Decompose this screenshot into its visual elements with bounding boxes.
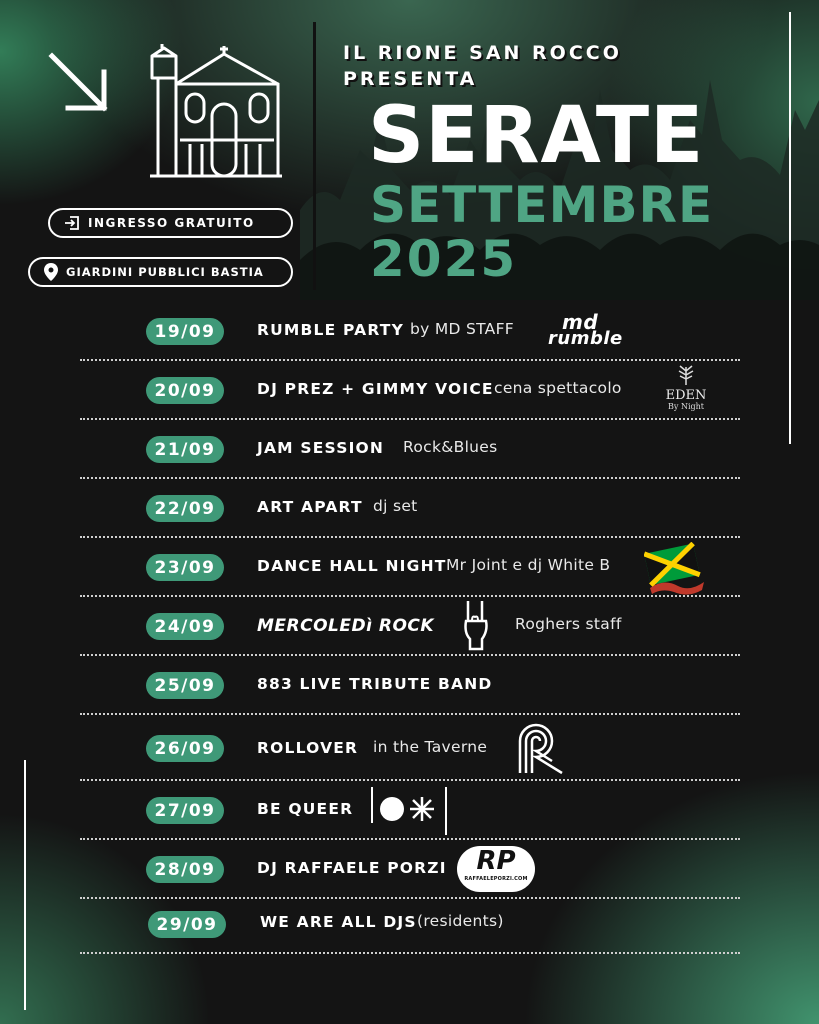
event-subtitle: dj set: [373, 497, 418, 515]
frame-line-right: [789, 12, 791, 444]
event-subtitle: in the Taverne: [373, 738, 488, 756]
rock-hand-icon: [460, 599, 490, 651]
event-name: DANCE HALL NIGHT: [257, 557, 447, 575]
eden-by-night-logo: EDEN By Night: [656, 363, 716, 419]
event-date: 27/09: [146, 797, 224, 824]
event-name: DJ RAFFAELE PORZI: [257, 859, 447, 877]
location-badge: [28, 257, 293, 287]
event-subtitle: by MD STAFF: [410, 320, 515, 338]
event-row: [80, 781, 740, 840]
event-name: MERCOLEDì ROCK: [257, 616, 435, 636]
event-date: 26/09: [146, 735, 224, 762]
event-name: DJ PREZ + GIMMY VOICE: [257, 380, 494, 398]
event-row: [80, 361, 740, 420]
event-date: 24/09: [146, 613, 224, 640]
md-rumble-logo: md rumble: [548, 310, 623, 349]
rp-logo: RP RAFFAELEPORZI.COM: [457, 846, 535, 892]
event-date: 19/09: [146, 318, 224, 345]
events-list: [80, 302, 740, 958]
event-date: 25/09: [146, 672, 224, 699]
event-row: [80, 420, 740, 479]
be-queer-logo: [370, 783, 450, 837]
leaf-icon: [676, 363, 696, 385]
event-subtitle: cena spettacolo: [494, 379, 622, 397]
event-name: ROLLOVER: [257, 739, 359, 757]
event-subtitle: Mr Joint e dj White B: [446, 556, 611, 574]
presenter-line1: IL RIONE SAN ROCCO: [343, 42, 622, 64]
divider-vertical-header: [313, 22, 316, 290]
event-name: ART APART: [257, 498, 363, 516]
page-title: SERATE: [368, 91, 705, 181]
event-row: [80, 597, 740, 656]
event-row: [80, 715, 740, 781]
event-name: JAM SESSION: [257, 439, 385, 457]
entry-badge: [48, 208, 293, 238]
event-name: 883 LIVE TRIBUTE BAND: [257, 675, 493, 693]
list-bottom-divider: [80, 952, 740, 954]
title-year: 2025: [370, 230, 518, 288]
event-date: 23/09: [146, 554, 224, 581]
event-row: [80, 479, 740, 538]
event-row: [80, 302, 740, 361]
arrow-down-right-icon: [46, 50, 110, 114]
map-pin-icon: [44, 263, 58, 281]
event-name: BE QUEER: [257, 800, 354, 818]
presenter-line2: PRESENTA: [343, 68, 478, 90]
event-date: 28/09: [146, 856, 224, 883]
event-row: [80, 840, 740, 899]
event-row: [80, 899, 740, 958]
event-subtitle: (residents): [417, 912, 504, 930]
event-row: [80, 538, 740, 597]
title-month: SETTEMBRE: [370, 176, 714, 234]
jamaica-flag-icon: [644, 542, 706, 596]
event-subtitle: Rock&Blues: [403, 438, 498, 456]
rollover-logo: [516, 721, 568, 775]
event-name: RUMBLE PARTY: [257, 321, 404, 339]
location-badge-label: GIARDINI PUBBLICI BASTIA: [66, 265, 264, 279]
event-row: [80, 656, 740, 715]
event-subtitle: Roghers staff: [515, 615, 622, 633]
event-date: 20/09: [146, 377, 224, 404]
event-name: WE ARE ALL DJS: [260, 913, 417, 931]
event-date: 21/09: [146, 436, 224, 463]
presenter-text: [343, 40, 622, 92]
enter-icon: [64, 215, 80, 231]
event-date: 29/09: [148, 911, 226, 938]
church-icon: [146, 44, 286, 184]
entry-badge-label: INGRESSO GRATUITO: [88, 216, 255, 230]
event-date: 22/09: [146, 495, 224, 522]
frame-line-left: [24, 760, 26, 1010]
